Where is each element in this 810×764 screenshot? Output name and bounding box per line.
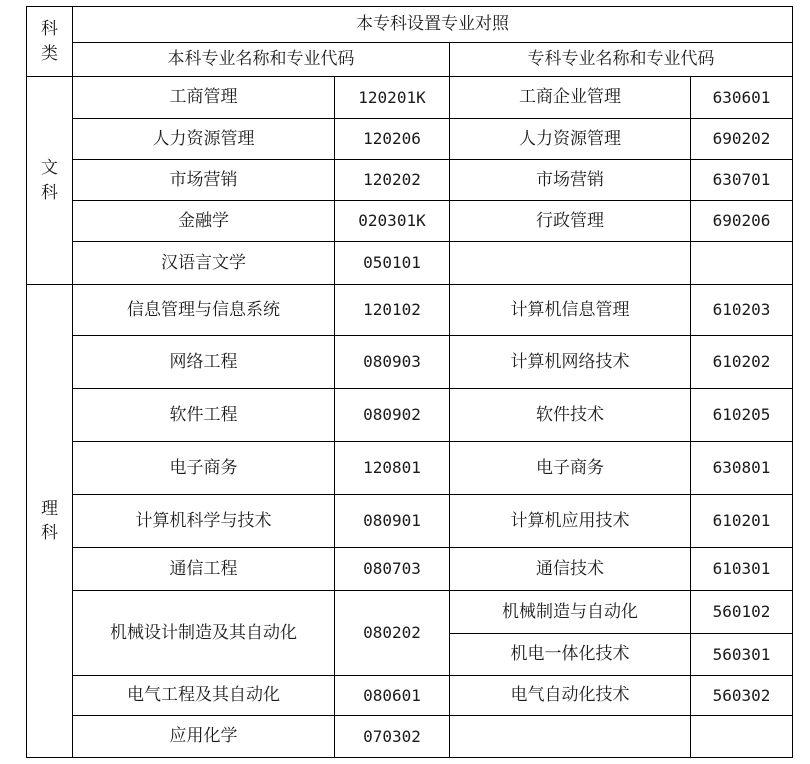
table-row [27, 591, 793, 634]
junior-code: 630601 [691, 77, 793, 119]
junior-name: 计算机网络技术 [450, 336, 691, 389]
junior-code: 630701 [691, 160, 793, 201]
undergrad-code: 020301K [335, 201, 450, 242]
undergrad-name: 网络工程 [73, 336, 335, 389]
undergrad-header: 本科专业名称和专业代码 [73, 43, 450, 77]
junior-code: 560102 [691, 591, 793, 634]
undergrad-name: 金融学 [73, 201, 335, 242]
junior-code: 610203 [691, 285, 793, 336]
junior-name: 市场营销 [450, 160, 691, 201]
junior-name [450, 716, 691, 758]
undergrad-name: 机械设计制造及其自动化 [73, 591, 335, 676]
undergrad-code: 120201K [335, 77, 450, 119]
undergrad-code: 120202 [335, 160, 450, 201]
major-comparison-table [26, 6, 793, 758]
undergrad-code: 050101 [335, 242, 450, 285]
group-label-arts [27, 77, 73, 285]
junior-code [691, 242, 793, 285]
junior-name: 计算机应用技术 [450, 495, 691, 548]
undergrad-name: 通信工程 [73, 548, 335, 591]
table-row [27, 285, 793, 336]
undergrad-code: 080902 [335, 389, 450, 442]
category-header-char: 类 [41, 43, 58, 64]
undergrad-code: 080202 [335, 591, 450, 676]
table-row [27, 716, 793, 758]
junior-name: 计算机信息管理 [450, 285, 691, 336]
junior-code: 610205 [691, 389, 793, 442]
table-row [27, 77, 793, 119]
group-label-char: 文 [41, 158, 58, 179]
category-header-char: 科 [41, 19, 58, 40]
table-row [27, 160, 793, 201]
junior-code: 560301 [691, 634, 793, 676]
group-label-char: 理 [41, 498, 58, 519]
table-row [27, 548, 793, 591]
junior-name [450, 242, 691, 285]
header-row-title [27, 7, 793, 43]
junior-header: 专科专业名称和专业代码 [450, 43, 793, 77]
junior-name: 机电一体化技术 [450, 634, 691, 676]
undergrad-name: 市场营销 [73, 160, 335, 201]
table-row [27, 442, 793, 495]
junior-name: 人力资源管理 [450, 119, 691, 160]
undergrad-name: 信息管理与信息系统 [73, 285, 335, 336]
undergrad-code: 070302 [335, 716, 450, 758]
junior-code [691, 716, 793, 758]
group-label-char: 科 [41, 182, 58, 203]
junior-code: 560302 [691, 676, 793, 716]
table-title: 本专科设置专业对照 [73, 7, 793, 43]
junior-name: 行政管理 [450, 201, 691, 242]
table-row [27, 676, 793, 716]
junior-code: 630801 [691, 442, 793, 495]
table-row [27, 119, 793, 160]
undergrad-name: 电气工程及其自动化 [73, 676, 335, 716]
table-row [27, 242, 793, 285]
undergrad-name: 电子商务 [73, 442, 335, 495]
junior-code: 690202 [691, 119, 793, 160]
undergrad-name: 软件工程 [73, 389, 335, 442]
junior-name: 机械制造与自动化 [450, 591, 691, 634]
undergrad-code: 120102 [335, 285, 450, 336]
junior-name: 电子商务 [450, 442, 691, 495]
junior-code: 610201 [691, 495, 793, 548]
table-row [27, 336, 793, 389]
undergrad-code: 120206 [335, 119, 450, 160]
undergrad-code: 080901 [335, 495, 450, 548]
group-label-science [27, 285, 73, 758]
junior-name: 软件技术 [450, 389, 691, 442]
undergrad-name: 应用化学 [73, 716, 335, 758]
table-row [27, 389, 793, 442]
undergrad-name: 工商管理 [73, 77, 335, 119]
junior-code: 610301 [691, 548, 793, 591]
undergrad-name: 汉语言文学 [73, 242, 335, 285]
table-row [27, 201, 793, 242]
junior-name: 电气自动化技术 [450, 676, 691, 716]
undergrad-code: 080703 [335, 548, 450, 591]
group-label-char: 科 [41, 523, 58, 543]
junior-code: 690206 [691, 201, 793, 242]
junior-code: 610202 [691, 336, 793, 389]
junior-name: 工商企业管理 [450, 77, 691, 119]
category-header-cell [27, 7, 73, 77]
header-row-columns [27, 43, 793, 77]
junior-name: 通信技术 [450, 548, 691, 591]
undergrad-code: 120801 [335, 442, 450, 495]
table-row [27, 495, 793, 548]
undergrad-code: 080601 [335, 676, 450, 716]
undergrad-name: 计算机科学与技术 [73, 495, 335, 548]
undergrad-name: 人力资源管理 [73, 119, 335, 160]
undergrad-code: 080903 [335, 336, 450, 389]
